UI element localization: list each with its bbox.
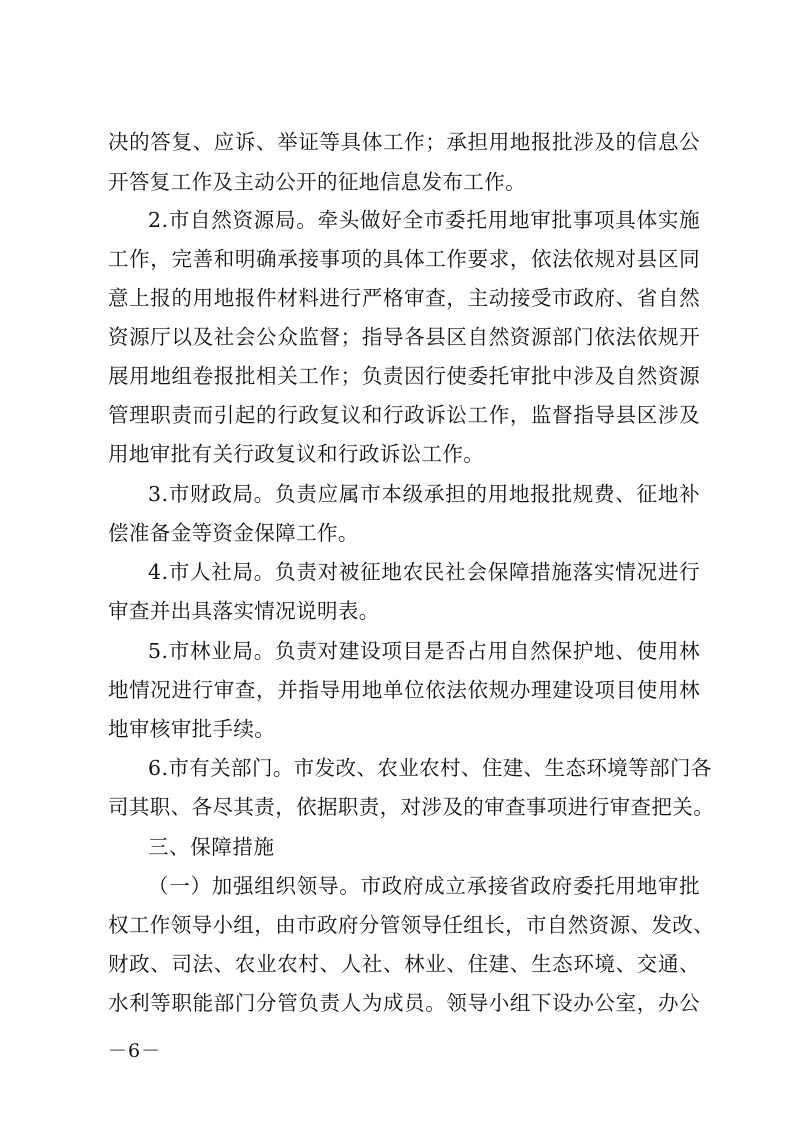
body-line: 意上报的用地报件材料进行严格审查，主动接受市政府、省自然 — [108, 286, 700, 310]
body-line: 4.市人社局。负责对被征地农民社会保障措施落实情况进行 — [148, 560, 700, 584]
subsection-first-line — [148, 872, 700, 900]
body-line: 司其职、各尽其责，依据职责，对涉及的审查事项进行审查把关。 — [108, 795, 715, 819]
section-heading: 三、保障措施 — [148, 835, 275, 859]
body-line: 审查并出具落实情况说明表。 — [108, 599, 380, 623]
body-line: 资源厅以及社会公众监督；指导各县区自然资源部门依法依规开 — [108, 325, 700, 349]
body-line: 地情况进行审查，并指导用地单位依法依规办理建设项目使用林 — [108, 678, 700, 702]
subsection-title: （一）加强组织领导。 — [148, 874, 361, 898]
body-line: 3.市财政局。负责应属市本级承担的用地报批规费、征地补 — [148, 482, 700, 506]
body-line: 权工作领导小组，由市政府分管领导任组长，市自然资源、发改、 — [108, 913, 715, 937]
body-line: 2.市自然资源局。牵头做好全市委托用地审批事项具体实施 — [148, 208, 700, 232]
body-line: 偿准备金等资金保障工作。 — [108, 521, 359, 545]
body-line: 用地审批有关行政复议和行政诉讼工作。 — [108, 442, 485, 466]
body-line: 6.市有关部门。市发改、农业农村、住建、生态环境等部门各 — [148, 756, 712, 780]
body-line: 展用地组卷报批相关工作；负责因行使委托审批中涉及自然资源 — [108, 364, 700, 388]
body-line: 管理职责而引起的行政复议和行政诉讼工作，监督指导县区涉及 — [108, 403, 700, 427]
body-line: 工作，完善和明确承接事项的具体工作要求，依法依规对县区同 — [108, 247, 700, 271]
body-line: 决的答复、应诉、举证等具体工作；承担用地报批涉及的信息公 — [108, 130, 700, 154]
body-line: 5.市林业局。负责对建设项目是否占用自然保护地、使用林 — [148, 639, 700, 663]
subsection-text: 市政府成立承接省政府委托用地审批 — [360, 874, 700, 898]
body-line: 开答复工作及主动公开的征地信息发布工作。 — [108, 170, 526, 194]
page-number: －6－ — [108, 1040, 162, 1062]
body-line: 财政、司法、农业农村、人社、林业、住建、生态环境、交通、 — [108, 952, 700, 976]
body-line: 地审核审批手续。 — [108, 717, 276, 741]
body-line: 水利等职能部门分管负责人为成员。领导小组下设办公室，办公 — [108, 991, 700, 1015]
